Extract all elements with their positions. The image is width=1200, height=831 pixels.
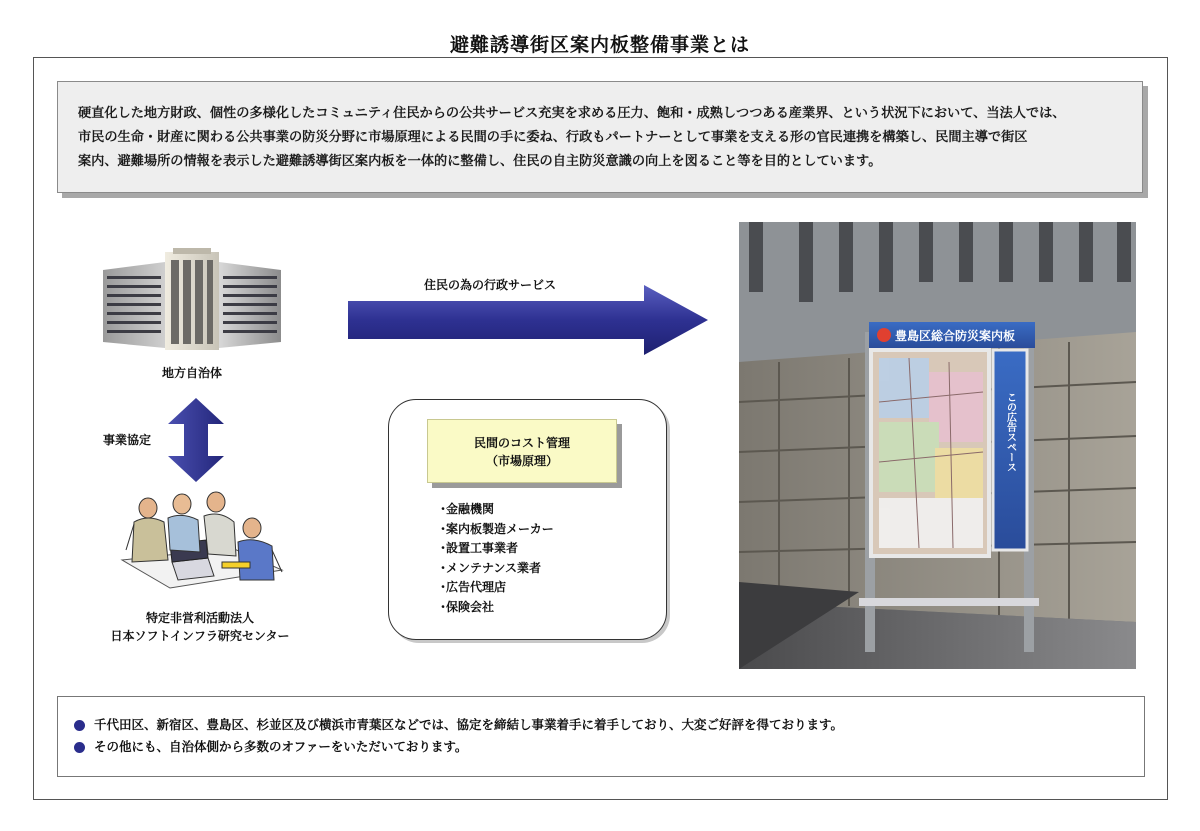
board-title: 豊島区総合防災案内板	[895, 329, 1016, 343]
service-label: 住民の為の行政サービス	[424, 278, 557, 292]
office-building-icon	[103, 248, 281, 352]
list-item: ･メンテナンス業者	[440, 560, 542, 575]
government-label: 地方自治体	[161, 366, 222, 380]
board-ad-text: この広告スペース	[1004, 392, 1016, 472]
list-item: ･金融機関	[440, 502, 495, 516]
double-arrow-icon	[168, 398, 224, 482]
intro-line: 市民の生命・財産に関わる公共事業の防災分野に市場原理による民間の手に委ね、行政もパートナーとして事業を支える形の官民連携を構築し、民間主導で街区	[78, 130, 1028, 145]
guide-board-photo	[739, 222, 1136, 669]
market-heading-line: （市場原理）	[485, 454, 558, 468]
footer-item	[74, 714, 1144, 736]
bullet-icon	[74, 742, 85, 753]
market-heading-line: 民間のコスト管理	[473, 436, 570, 450]
intro-line: 案内、避難場所の情報を表示した避難誘導街区案内板を一体的に整備し、住民の自主防災意識の向上を図ること等を目的としています。	[78, 154, 882, 169]
organization-name: 日本ソフトインフラ研究センター	[110, 629, 290, 643]
intro-line: 硬直化した地方財政、個性の多様化したコミュニティ住民からの公共サービス充実を求める圧力、飽和・成熟しつつある産業界、という状況下において、当法人では、	[78, 106, 1066, 121]
agreement-label: 事業協定	[103, 433, 152, 447]
list-item: ･設置工事業者	[440, 541, 519, 556]
footer-text: 千代田区、新宿区、豊島区、杉並区及び横浜市青葉区などでは、協定を締結し事業着手に着手しており、大変ご好評を得ております。	[94, 717, 844, 732]
footer-box	[57, 696, 1145, 777]
organization-label	[90, 609, 310, 645]
footer-item	[74, 736, 1144, 758]
page-title: 避難誘導街区案内板整備事業とは	[449, 34, 750, 56]
intro-box	[57, 81, 1143, 193]
organization-type: 特定非営利活動法人	[145, 611, 254, 625]
list-item: ･広告代理店	[440, 580, 507, 595]
market-heading	[427, 419, 617, 483]
market-list	[440, 500, 554, 618]
meeting-people-icon	[112, 490, 288, 596]
right-arrow-icon	[348, 285, 708, 355]
footer-text: その他にも、自治体側から多数のオファーをいただいております。	[94, 739, 468, 754]
bullet-icon	[74, 720, 85, 731]
list-item: ･案内板製造メーカー	[440, 521, 554, 536]
list-item: ･保険会社	[440, 599, 495, 614]
